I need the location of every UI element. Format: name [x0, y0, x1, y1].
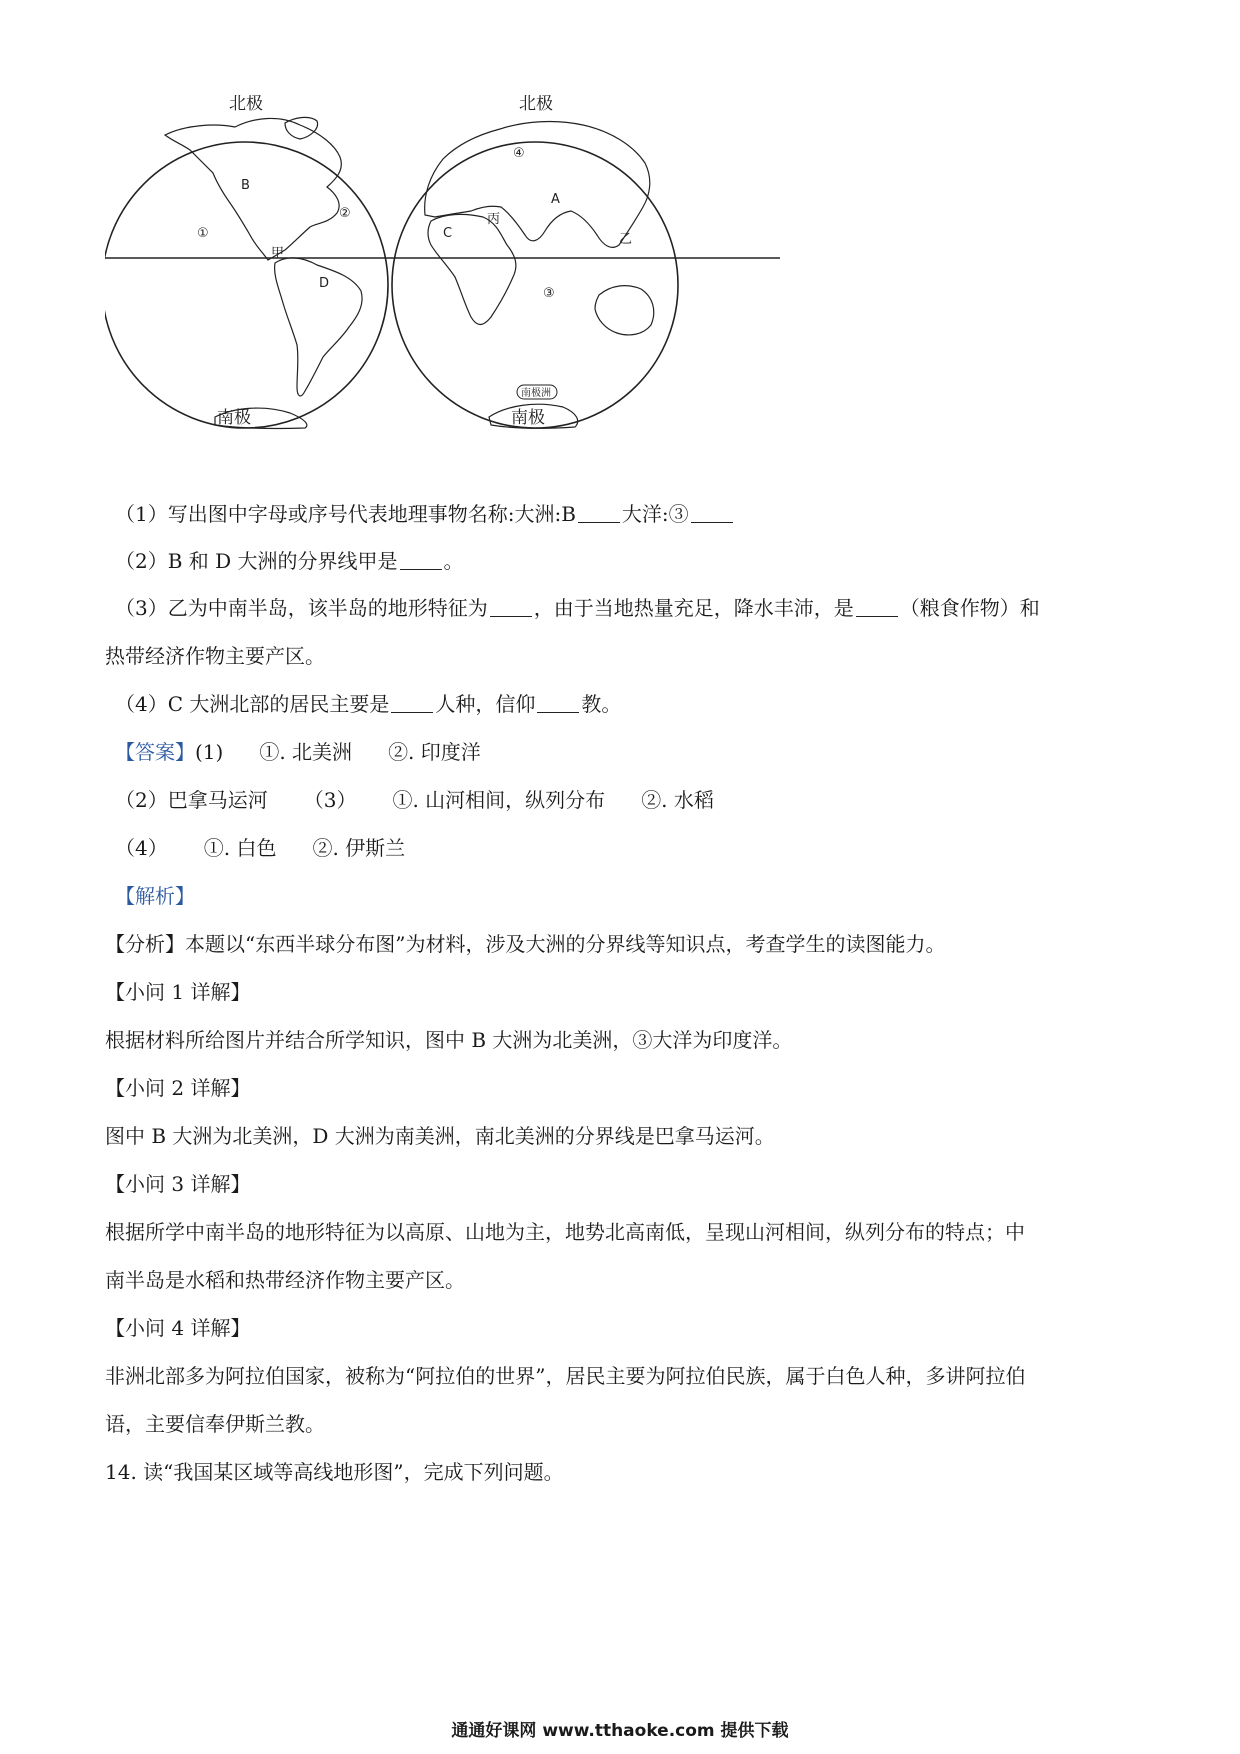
bing-label: 丙 [487, 212, 501, 227]
answer-4-part-1: ①. 白色 [203, 836, 277, 860]
q3-mid: ，由于当地热量充足，降水丰沛，是 [533, 596, 854, 620]
q2-prefix: （2）B 和 D 大洲的分界线甲是 [115, 549, 398, 573]
greenland-outline [285, 117, 318, 139]
answer-4-num: （4） [115, 836, 168, 860]
hemispheres-map [105, 95, 785, 485]
mark-2-label: ② [339, 206, 351, 221]
answer-line-3 [115, 834, 405, 862]
answer-1-part-1: ①. 北美洲 [259, 740, 353, 764]
letter-d-label: D [319, 276, 330, 291]
africa-outline [428, 214, 516, 324]
north-america-outline [165, 118, 341, 260]
question-2 [115, 547, 464, 575]
subquestion-3-text-1: 根据所学中南半岛的地形特征为以高原、山地为主，地势北高南低，呈现山河相间，纵列分布的特点；中 [105, 1220, 1025, 1244]
jia-label: 甲 [271, 246, 285, 261]
answer-1-part-2: ②. 印度洋 [388, 740, 481, 764]
q4-blank-1 [391, 692, 433, 713]
q3-prefix: （3）乙为中南半岛，该半岛的地形特征为 [115, 596, 488, 620]
q1-mid: 大洋:③ [621, 502, 689, 526]
q2-suffix: 。 [443, 549, 464, 573]
letter-c-label: C [443, 226, 453, 241]
q4-suffix: 教。 [581, 692, 622, 716]
question-4 [115, 690, 621, 718]
answer-line-2 [115, 786, 714, 814]
mark-1-label: ① [197, 226, 209, 241]
page-footer: 通通好课网 www.tthaoke.com 提供下载 [451, 1721, 789, 1741]
question-3 [115, 594, 1040, 622]
north-pole-left-label: 北极 [229, 95, 263, 114]
q1-prefix: （1）写出图中字母或序号代表地理事物名称:大洲:B [115, 502, 576, 526]
answer-3-num: （3） [303, 788, 357, 812]
answer-3-part-2: ②. 水稻 [641, 788, 714, 812]
north-pole-right-label: 北极 [519, 95, 553, 114]
answer-line-1 [115, 738, 481, 766]
answer-3-part-1: ①. 山河相间，纵列分布 [392, 788, 606, 812]
subquestion-3-text-2: 南半岛是水稻和热带经济作物主要产区。 [105, 1268, 465, 1292]
subquestion-1-title: 【小问 1 详解】 [105, 980, 251, 1004]
q1-blank-1 [578, 502, 620, 523]
south-pole-right-label: 南极 [511, 408, 545, 428]
analysis-intro: 【分析】本题以“东西半球分布图”为材料，涉及大洲的分界线等知识点，考查学生的读图能力。 [105, 932, 946, 956]
answer-1-num: (1) [195, 740, 224, 764]
q2-blank [400, 549, 442, 570]
subquestion-4-title: 【小问 4 详解】 [105, 1316, 251, 1340]
letter-b-label: B [241, 178, 250, 193]
q4-blank-2 [537, 692, 579, 713]
answer-4-part-2: ②. 伊斯兰 [312, 836, 406, 860]
q3-blank-1 [490, 596, 532, 617]
question-3-line-2: 热带经济作物主要产区。 [105, 644, 325, 668]
q4-prefix: （4）C 大洲北部的居民主要是 [115, 692, 390, 716]
q3-suffix: （粮食作物）和 [899, 596, 1040, 620]
next-question: 14. 读“我国某区域等高线地形图”，完成下列问题。 [105, 1460, 564, 1484]
subquestion-4-text-2: 语，主要信奉伊斯兰教。 [105, 1412, 325, 1436]
subquestion-1-text: 根据材料所给图片并结合所学知识，图中 B 大洲为北美洲，③大洋为印度洋。 [105, 1028, 793, 1052]
q3-blank-2 [856, 596, 898, 617]
subquestion-3-title: 【小问 3 详解】 [105, 1172, 251, 1196]
south-pole-left-label: 南极 [217, 408, 251, 428]
subquestion-2-text: 图中 B 大洲为北美洲，D 大洲为南美洲，南北美洲的分界线是巴拿马运河。 [105, 1124, 775, 1148]
mark-4-label: ④ [513, 146, 525, 161]
antarctica-label: 南极洲 [521, 388, 551, 399]
q1-blank-2 [691, 502, 733, 523]
mark-3-label: ③ [543, 286, 555, 301]
answer-tag: 【答案】 [115, 740, 195, 764]
letter-a-label: A [551, 192, 560, 207]
q4-mid: 人种，信仰 [435, 692, 536, 716]
answer-2: （2）巴拿马运河 [115, 788, 268, 812]
australia-outline [595, 286, 654, 335]
eurasia-outline [425, 122, 650, 248]
question-1 [115, 500, 735, 528]
subquestion-2-title: 【小问 2 详解】 [105, 1076, 251, 1100]
yi-label: 乙 [619, 232, 633, 247]
subquestion-4-text-1: 非洲北部多为阿拉伯国家，被称为“阿拉伯的世界”，居民主要为阿拉伯民族，属于白色人种，多讲阿拉伯 [105, 1364, 1026, 1388]
analysis-tag: 【解析】 [115, 884, 195, 908]
